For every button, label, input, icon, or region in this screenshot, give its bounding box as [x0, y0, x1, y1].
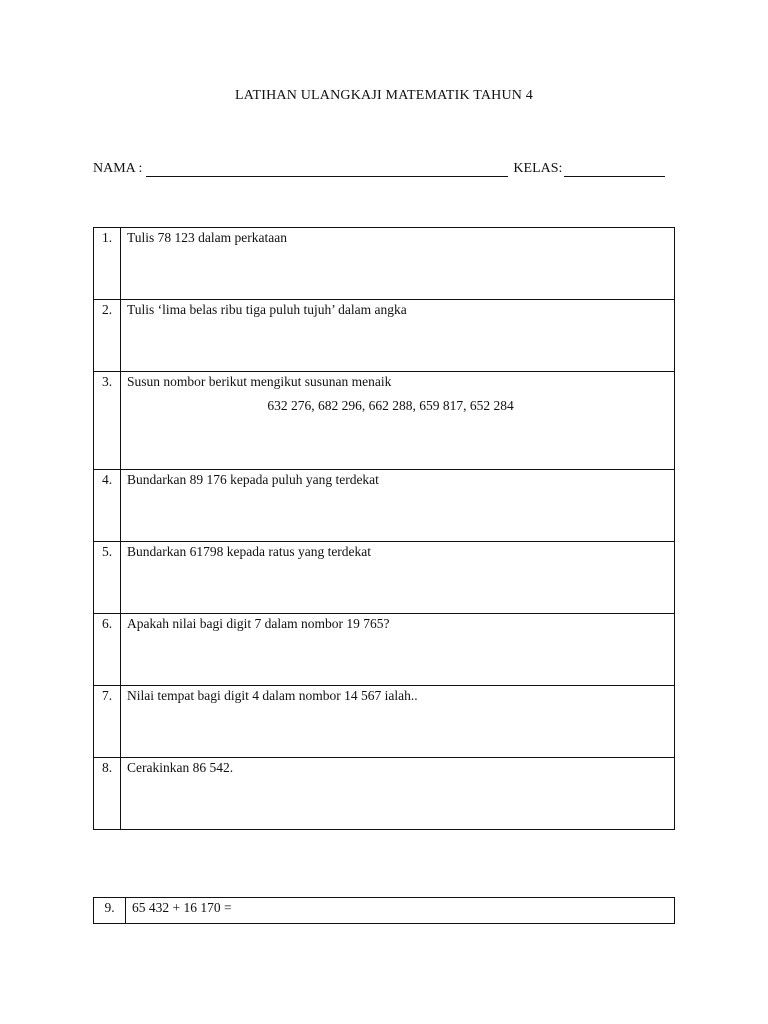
question-text: Susun nombor berikut mengikut susunan menaik — [127, 374, 392, 389]
question-text: Tulis 78 123 dalam perkataan — [121, 228, 675, 300]
question-number: 5. — [94, 542, 121, 614]
question-number: 3. — [94, 372, 121, 470]
number-list: 632 276, 682 296, 662 288, 659 817, 652 284 — [267, 398, 514, 413]
question-number: 9. — [94, 898, 126, 924]
question-number: 6. — [94, 614, 121, 686]
question-text: Cerakinkan 86 542. — [121, 758, 675, 830]
question-row — [94, 758, 675, 830]
question-text: Bundarkan 89 176 kepada puluh yang terdekat — [121, 470, 675, 542]
question-number: 7. — [94, 686, 121, 758]
question-text: Tulis ‘lima belas ribu tiga puluh tujuh’ dalam angka — [121, 300, 675, 372]
question-number: 2. — [94, 300, 121, 372]
question-text: Bundarkan 61798 kepada ratus yang terdekat — [121, 542, 675, 614]
question-row — [94, 686, 675, 758]
question-row — [94, 898, 675, 924]
question-9-table — [93, 897, 675, 924]
question-row — [94, 300, 675, 372]
question-row — [94, 228, 675, 300]
questions-table — [93, 227, 675, 830]
question-text: Nilai tempat bagi digit 4 dalam nombor 14 567 ialah.. — [121, 686, 675, 758]
question-number: 4. — [94, 470, 121, 542]
question-row — [94, 470, 675, 542]
kelas-label: KELAS: — [513, 161, 563, 176]
question-cell — [121, 372, 675, 470]
kelas-blank-field[interactable] — [564, 162, 665, 177]
nama-blank-field[interactable] — [146, 162, 508, 177]
question-text: Apakah nilai bagi digit 7 dalam nombor 19 765? — [121, 614, 675, 686]
worksheet-title: LATIHAN ULANGKAJI MATEMATIK TAHUN 4 — [234, 88, 534, 103]
question-row — [94, 542, 675, 614]
student-info-line — [93, 157, 677, 177]
question-number: 1. — [94, 228, 121, 300]
question-number: 8. — [94, 758, 121, 830]
question-row — [94, 614, 675, 686]
question-row — [94, 372, 675, 470]
nama-label: NAMA : — [93, 161, 143, 176]
question-text: 65 432 + 16 170 = — [126, 898, 675, 924]
